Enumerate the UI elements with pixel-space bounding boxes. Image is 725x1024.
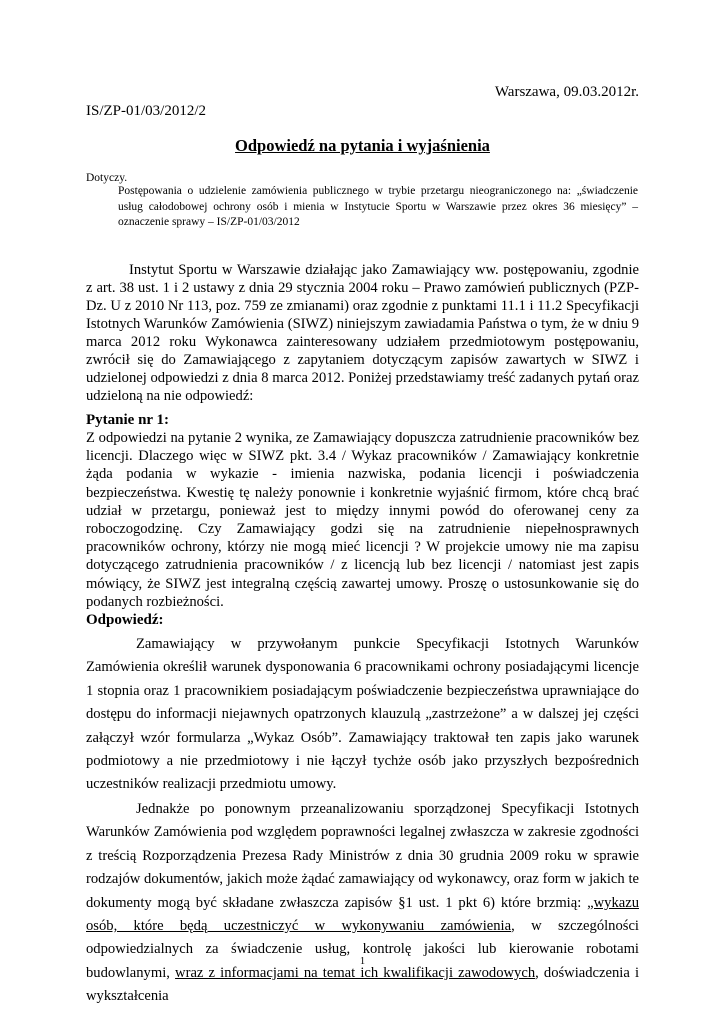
answer-paragraph-2-end: , doświadczenia i wykształcenia [86,964,639,1005]
answer-paragraph-2-start: Jednakże po ponownym przeanalizowaniu sporządzonej Specyfikacji Istotnych Warunków Zamówienia pod względem poprawności legalnej zwłaszcza w zakresie zgodności z treścią Rozporządzenia Prezesa Rady Ministrów z dnia 30 grudnia 2009 roku w sprawie rodzajów dokumentów, jakich może żądać zamawiający od wykonawcy, oraz form w jakich te dokumenty mogą być składane zwłaszcza zapisów §1 ust. 1 pkt 6) które brzmią: [86,801,639,911]
answer-heading: Odpowiedź: [86,612,164,628]
answer-paragraph-2-mid: , w szczególności odpowiedzialnych za świadczenie usług, kontrolę jakości lub kierowanie robotami budowlanymi, [86,918,639,981]
answer-paragraph-1: Zamawiający w przywołanym punkcie Specyfikacji Istotnych Warunków Zamówienia określił warunek dysponowania 6 pracownikami ochrony posiadającymi licencje 1 stopnia oraz 1 pracownikiem posiadającym poświadczenie bezpieczeństwa uprawniające do dostępu do informacji niejawnych opatrzonych klauzulą „zastrzeżone” a w dalszej jej części załączył wzór formularza „Wykaz Osób”. Zamawiający traktował ten zapis jako warunek podmiotowy a nie przedmiotowy i nie łączył tychże osób jako przyszłych bezpośrednich uczestników realizacji przedmiotu umowy. [86,636,639,793]
answer-paragraph-2 [86,798,639,1009]
page-number: 1 [359,956,366,967]
intro-paragraph: Instytut Sportu w Warszawie działając jako Zamawiający ww. postępowaniu, zgodnie z art. 38 ust. 1 i 2 ustawy z dnia 29 stycznia 2004 roku – Prawo zamówień publicznych (PZP-Dz. U z 2010 Nr 113, poz. 759 ze zmianami) oraz zgodnie z punktami 11.1 i 11.2 Specyfikacji Istotnych Warunków Zamówienia (SIWZ) niniejszym zawiadamia Państwa o tym, że w dniu 9 marca 2012 roku Wykonawca zainteresowany udziałem przedmiotowym postępowaniu, zwrócił się do Zamawiającego z zapytaniem dotyczącym zapisów zawartych w SIWZ i udzielonej odpowiedzi z dnia 8 marca 2012. Poniżej przedstawiamy treść zadanych pytań oraz udzieloną na nie odpowiedź: [86,262,639,404]
subject-text: Postępowania o udzielenie zamówienia publicznego w trybie przetargu nieograniczonego na: „świadczenie usług całodobowej ochrony osób i mienia w Instytucie Sportu w Warszawie przez okres 36 miesięcy” – oznaczenie sprawy – IS/ZP-01/03/2012 [118,185,638,228]
document-title: Odpowiedź na pytania i wyjaśnienia [235,136,490,155]
underlined-quote-1: „wykazu osób, które będą uczestniczyć w wykonywaniu zamówienia [86,894,639,935]
document-date: Warszawa, 09.03.2012r. [494,84,639,100]
reference-number: IS/ZP-01/03/2012/2 [86,103,207,119]
question-heading: Pytanie nr 1: [86,412,170,428]
underlined-quote-2: wraz z informacjami na temat ich kwalifikacji zawodowych [175,964,536,981]
subject-label: Dotyczy. [86,172,128,184]
question-text: Z odpowiedzi na pytanie 2 wynika, ze Zamawiający dopuszcza zatrudnienie pracowników bez licencji. Dlaczego więc w SIWZ pkt. 3.4 / Wykaz pracowników / Zamawiający konkretnie żąda podania w wykazie - imienia nazwiska, podania licencji i poświadczenia bezpieczeństwa. Kwestię tę należy ponownie i konkretnie wyjaśnić firmom, które chcą brać udział w przetargu, ponieważ jest to między innymi powód do oferowanej ceny za roboczogodzinę. Czy Zamawiający godzi się na zatrudnienie niepełnosprawnych pracowników ochrony, którzy nie mogą mieć licencji ? W projekcie umowy nie ma zapisu dotyczącego zatrudnienia pracowników / z licencją lub bez licencji / natomiast jest zapis mówiący, że SIWZ jest integralną częścią zawartej umowy. Proszę o ustosunkowanie się do podanych rozbieżności. [86,430,639,610]
